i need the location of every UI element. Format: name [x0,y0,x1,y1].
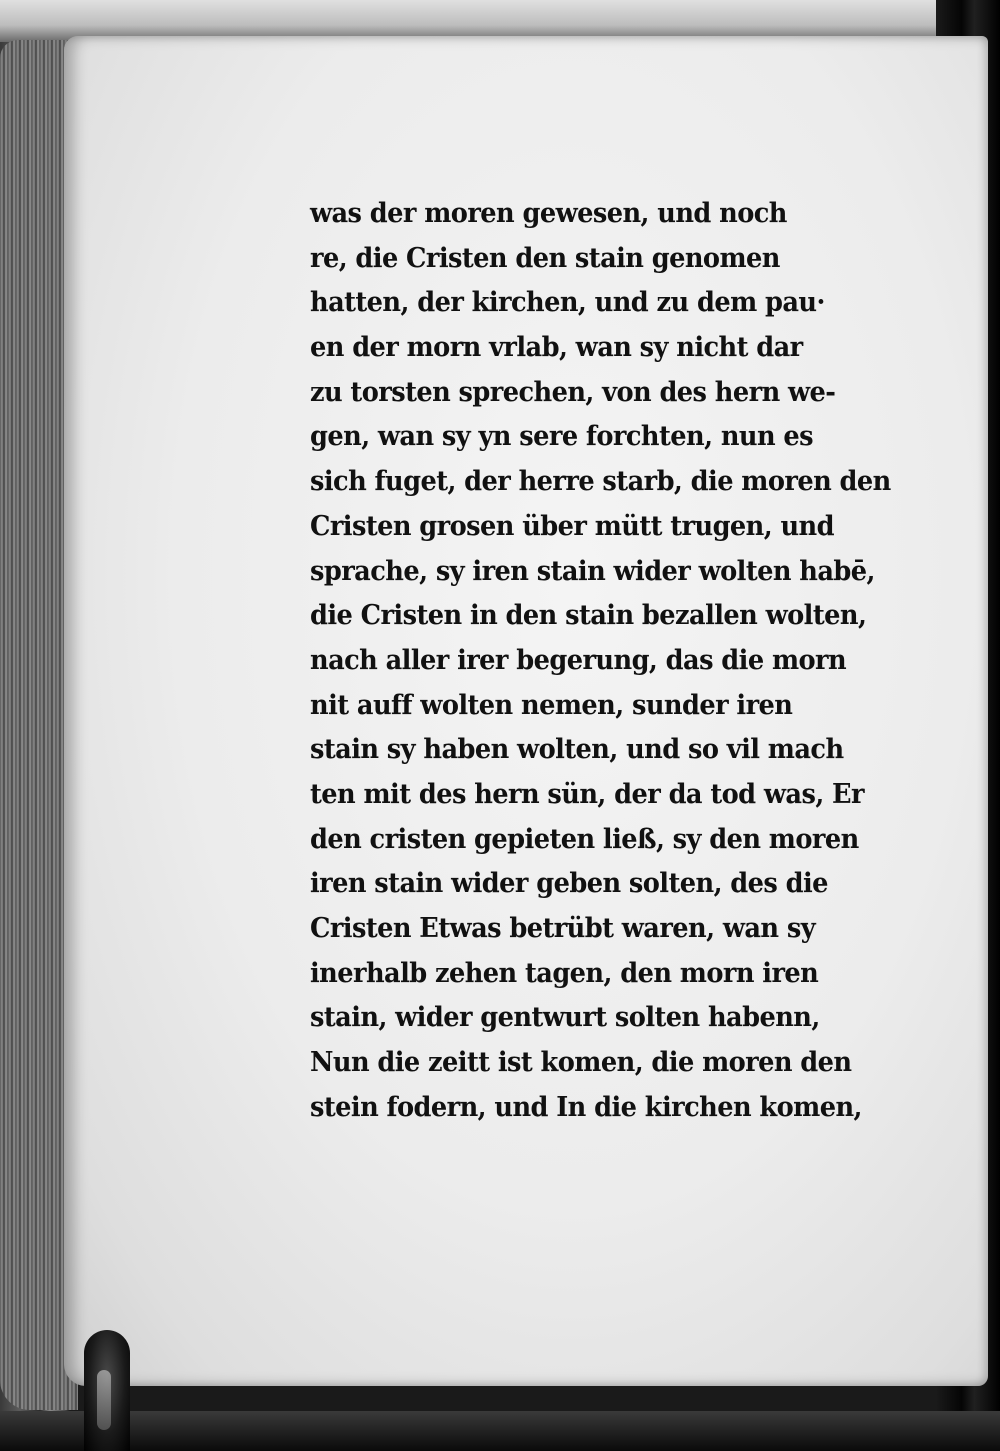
text-line: gen, wan sy yn sere forchten, nun es [310,421,814,453]
text-line: stein fodern, und In die kirchen komen, [310,1091,862,1123]
text-line: stain sy haben wolten, und so vil mach [310,734,844,766]
handwritten-text-block [310,192,910,1130]
text-line: Nun die zeitt ist komen, die moren den [310,1047,852,1079]
text-line: was der moren gewesen, und noch [310,198,787,229]
text-line: nit auff wolten nemen, sunder iren [310,689,793,721]
text-line: iren stain wider geben solten, des die [310,868,828,900]
text-line: zu torsten sprechen, von des hern we- [310,376,836,408]
text-line: nach aller irer begerung, das die morn [310,644,847,676]
text-line: ten mit des hern sün, der da tod was, Er [310,778,864,810]
text-line: den cristen gepieten ließ, sy den moren [310,823,859,855]
text-line: sprache, sy iren stain wider wolten habē, [310,555,875,587]
text-line: die Cristen in den stain bezallen wolten, [310,600,867,632]
text-line: stain, wider gentwurt solten habenn, [310,1002,820,1034]
text-line: hatten, der kirchen, und zu dem pau· [310,287,825,319]
text-line: re, die Cristen den stain genomen [310,242,780,274]
text-line: sich fuget, der herre starb, die moren den [310,466,891,498]
text-line: Cristen grosen über mütt trugen, und [310,510,835,542]
scan-bottom-edge [0,1411,1000,1451]
text-line: Cristen Etwas betrübt waren, wan sy [310,913,816,944]
text-line: inerhalb zehen tagen, den morn iren [310,957,819,989]
book-clip-highlight [97,1370,111,1430]
text-line: en der morn vrlab, wan sy nicht dar [310,332,803,364]
